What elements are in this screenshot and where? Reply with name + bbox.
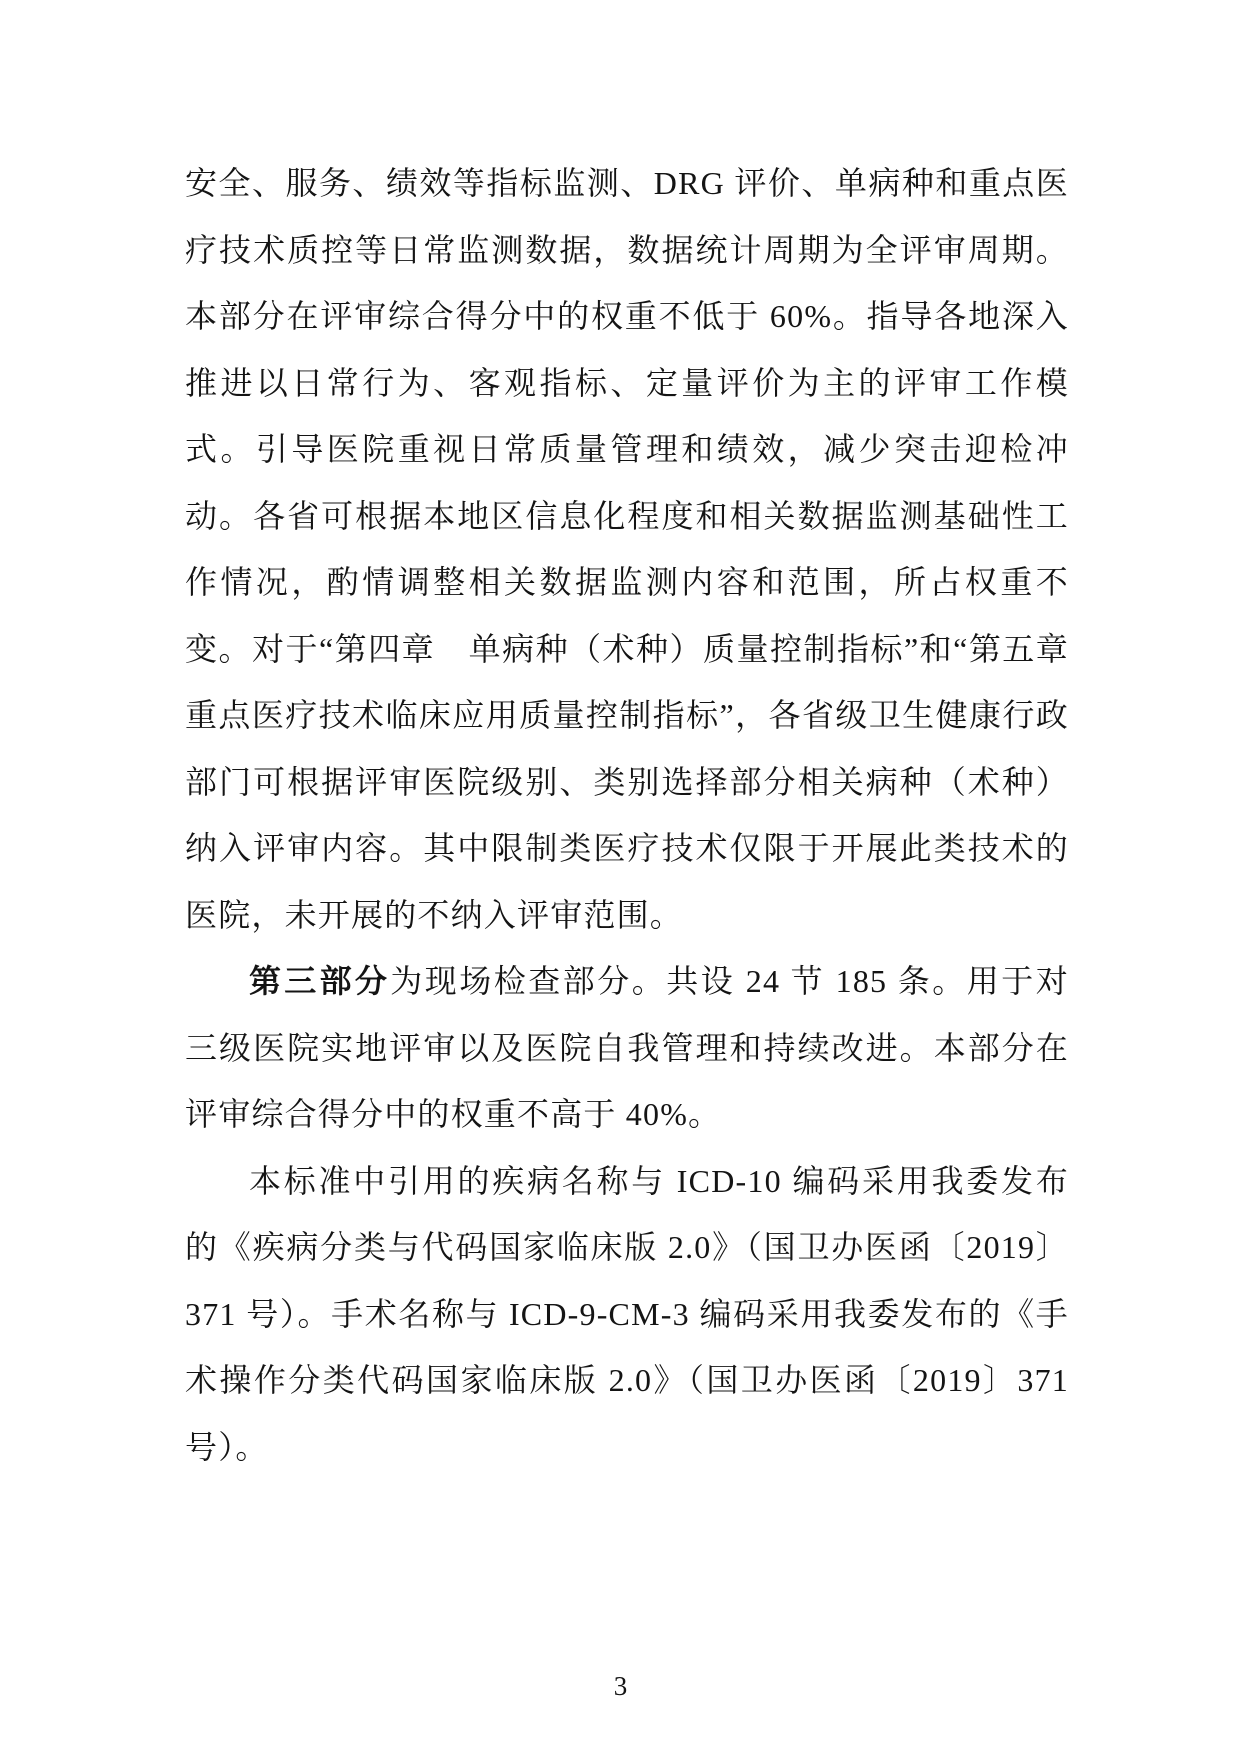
- paragraph-icd-codes-text: 本标准中引用的疾病名称与 ICD-10 编码采用我委发布的《疾病分类与代码国家临床版 2.0》（国卫办医函〔2019〕371 号）。手术名称与 ICD-9-CM-3 编码采用我委发布的《手术操作分类代码国家临床版 2.0》（国卫办医函〔2019〕371 号）。: [185, 1162, 1069, 1465]
- page-footer: [0, 1668, 1241, 1704]
- paragraph-part-three: [185, 948, 1069, 1148]
- document-body: [185, 150, 1103, 1480]
- paragraph-continuation: [185, 150, 1103, 948]
- part-three-heading: 第三部分: [249, 963, 391, 999]
- paragraph-icd-codes: [185, 1148, 1069, 1481]
- page-number: 3: [613, 1671, 628, 1701]
- paragraph-part-three-text: 为现场检查部分。共设 24 节 185 条。用于对三级医院实地评审以及医院自我管理和持续改进。本部分在评审综合得分中的权重不高于 40%。: [185, 963, 1069, 1132]
- paragraph-continuation-text: 安全、服务、绩效等指标监测、DRG 评价、单病种和重点医疗技术质控等日常监测数据，数据统计周期为全评审周期。本部分在评审综合得分中的权重不低于 60%。指导各地深入推进以日常行为、客观指标、定量评价为主的评审工作模式。引导医院重视日常质量管理和绩效，减少突击迎检冲动。各省可根据本地区信息化程度和相关数据监测基础性工作情况，酌情调整相关数据监测内容和范围，所占权重不变。对于“第四章 单病种（术种）质量控制指标”和“第五章 重点医疗技术临床应用质量控制指标”，各省级卫生健康行政部门可根据评审医院级别、类别选择部分相关病种（术种）纳入评审内容。其中限制类医疗技术仅限于开展此类技术的医院，未开展的不纳入评审范围。: [185, 165, 1103, 933]
